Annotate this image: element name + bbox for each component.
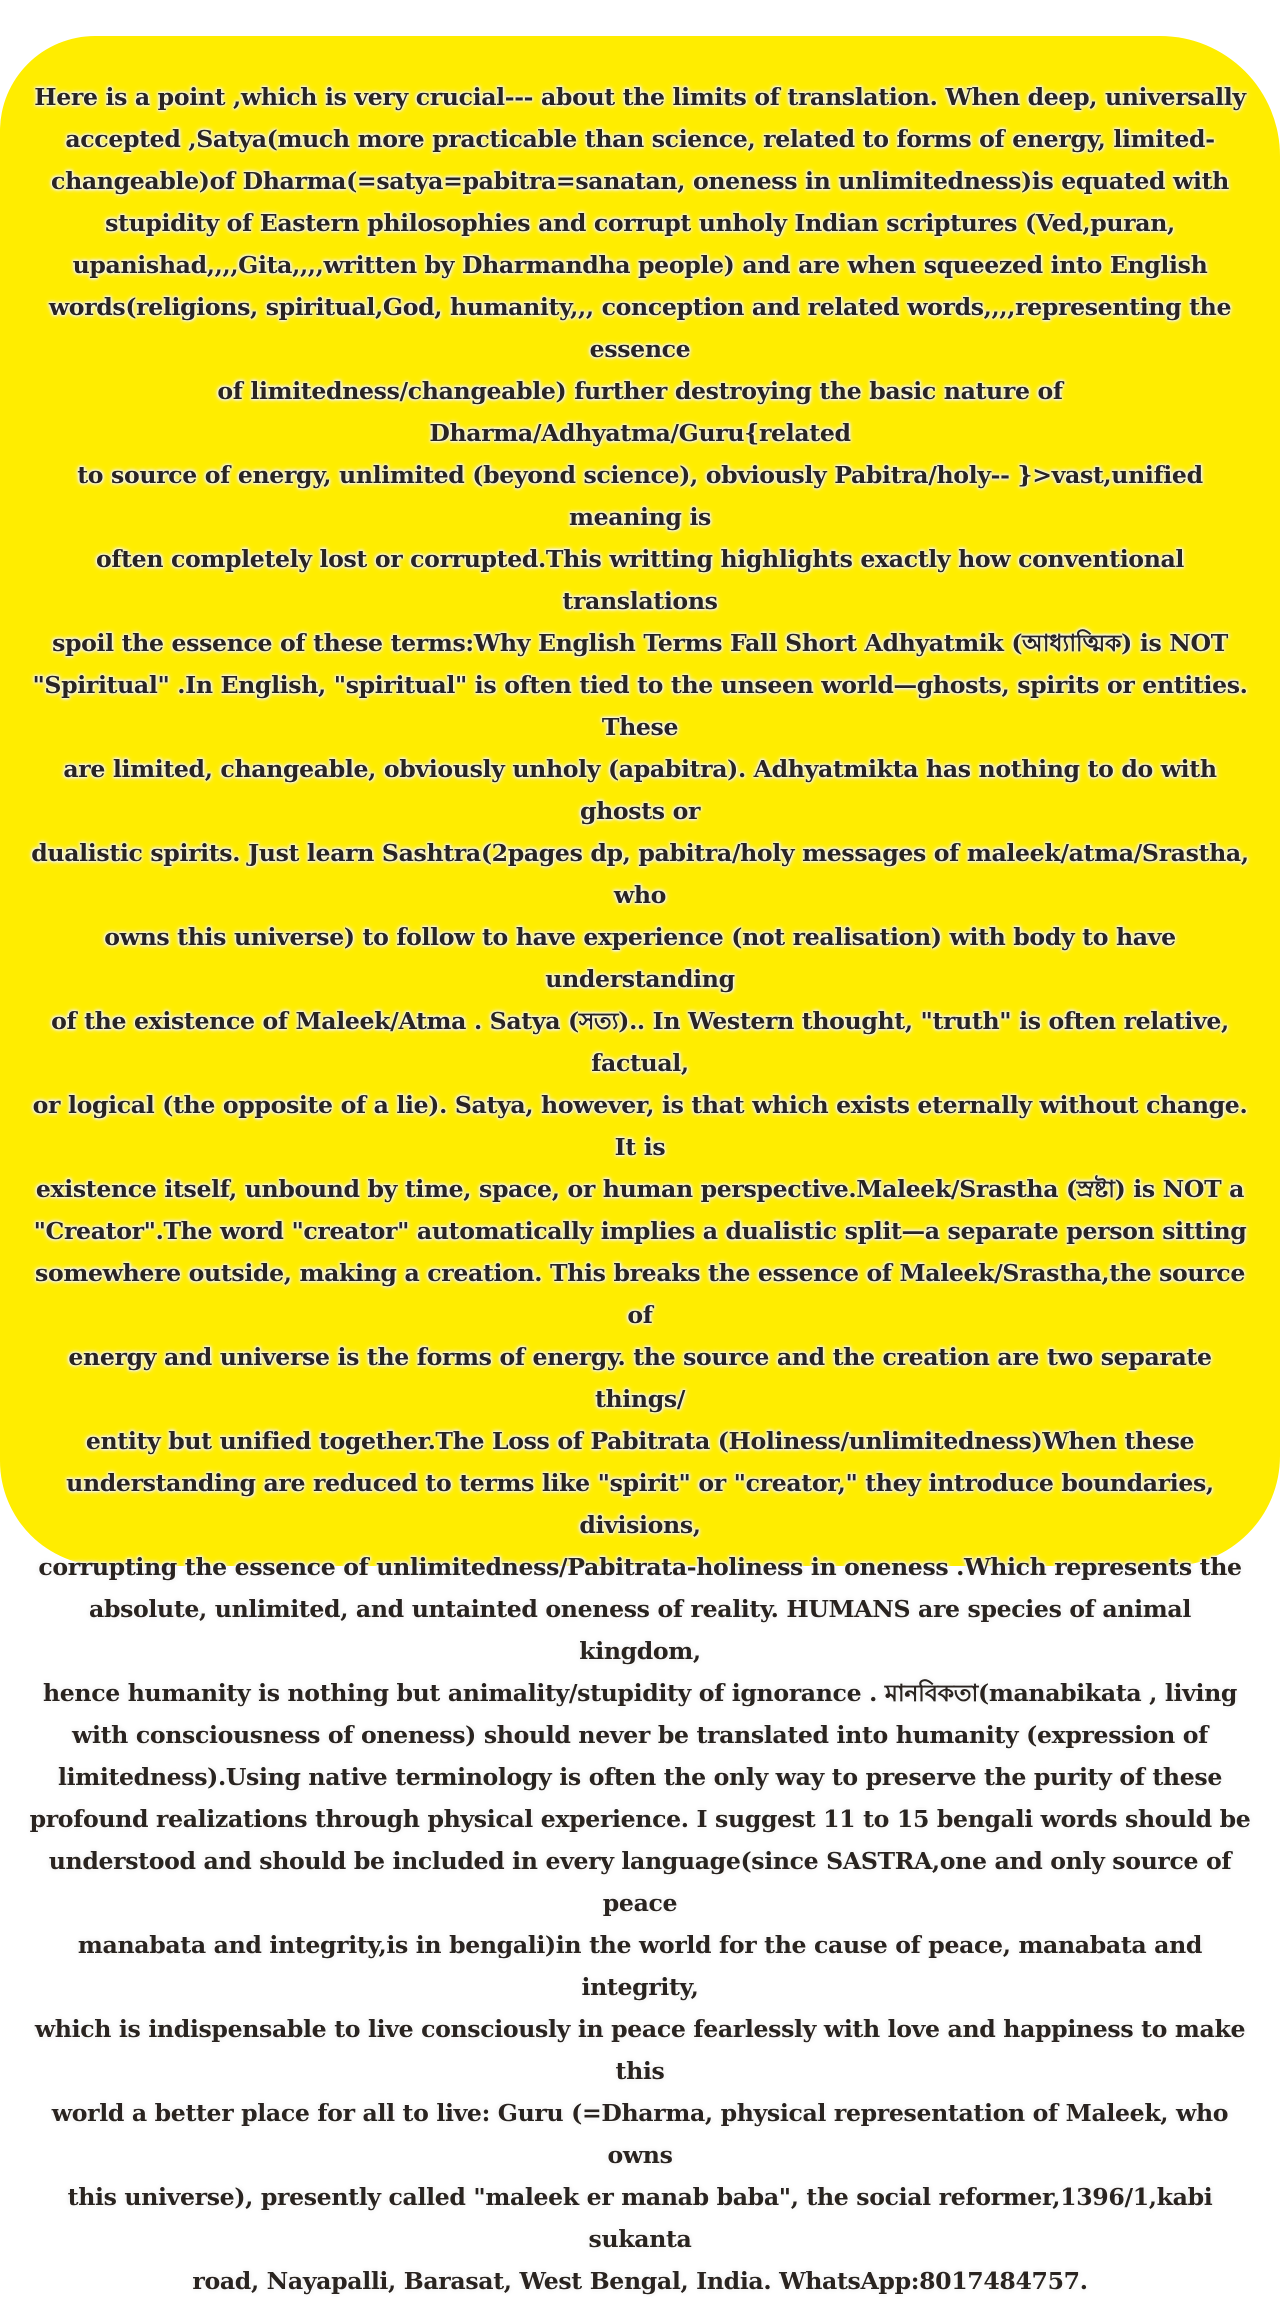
text-line: with consciousness of oneness) should never be translated into humanity (expression of xyxy=(72,1721,1208,1749)
text-line: dualistic spirits. Just learn Sashtra(2pages dp, pabitra/holy messages of maleek/atma/Srastha, who xyxy=(31,839,1249,909)
text-line: road, Nayapalli, Barasat, West Bengal, India. WhatsApp:8017484757. xyxy=(192,2267,1088,2295)
text-line: entity but unified together.The Loss of Pabitrata (Holiness/unlimitedness)When these xyxy=(85,1427,1195,1455)
text-card xyxy=(0,36,1280,2295)
text-line: manabata and integrity,is in bengali)in the world for the cause of peace, manabata and integrity, xyxy=(77,1931,1203,2001)
text-line: accepted ,Satya(much more practicable than science, related to forms of energy, limited- xyxy=(65,125,1215,153)
text-line: limitedness).Using native terminology is often the only way to preserve the purity of these xyxy=(58,1763,1222,1791)
text-line: corrupting the essence of unlimitedness/Pabitrata-holiness in oneness .Which represents the xyxy=(38,1553,1242,1581)
text-line: spoil the essence of these terms:Why English Terms Fall Short Adhyatmik (আধ্যাত্মিক) is NOT xyxy=(52,629,1228,657)
text-line: understanding are reduced to terms like "spirit" or "creator," they introduce boundaries, divisions, xyxy=(66,1469,1214,1539)
text-line: energy and universe is the forms of energy. the source and the creation are two separate things/ xyxy=(68,1343,1212,1413)
text-line: this universe), presently called "maleek er manab baba", the social reformer,1396/1,kabi sukanta xyxy=(67,2183,1213,2253)
text-line: upanishad,,,,Gita,,,,written by Dharmandha people) and are when squeezed into English xyxy=(72,251,1208,279)
text-line: words(religions, spiritual,God, humanity,,, conception and related words,,,,representing the essence xyxy=(48,293,1232,363)
text-line: somewhere outside, making a creation. This breaks the essence of Maleek/Srastha,the source of xyxy=(35,1259,1245,1329)
body-text xyxy=(26,76,1254,2302)
text-line: which is indispensable to live consciously in peace fearlessly with love and happiness to make this xyxy=(34,2015,1246,2085)
text-line: often completely lost or corrupted.This writting highlights exactly how conventional translations xyxy=(95,545,1185,615)
text-line: understood and should be included in every language(since SASTRA,one and only source of peace xyxy=(48,1847,1232,1917)
text-line: absolute, unlimited, and untainted oneness of reality. HUMANS are species of animal kingdom, xyxy=(89,1595,1191,1665)
text-line: hence humanity is nothing but animality/stupidity of ignorance . মানবিকতা(manabikata , living xyxy=(42,1679,1238,1707)
text-line: Here is a point ,which is very crucial--- about the limits of translation. When deep, universally xyxy=(34,83,1246,111)
text-line: of limitedness/changeable) further destroying the basic nature of Dharma/Adhyatma/Guru{related xyxy=(217,377,1063,447)
text-line: owns this universe) to follow to have experience (not realisation) with body to have understanding xyxy=(104,923,1176,993)
text-line: "Creator".The word "creator" automatically implies a dualistic split—a separate person sitting xyxy=(33,1217,1247,1245)
text-line: changeable)of Dharma(=satya=pabitra=sanatan, oneness in unlimitedness)is equated with xyxy=(51,167,1229,195)
text-line: profound realizations through physical experience. I suggest 11 to 15 bengali words should be xyxy=(29,1805,1251,1833)
text-line: to source of energy, unlimited (beyond science), obviously Pabitra/holy-- }>vast,unified meaning is xyxy=(77,461,1203,531)
text-line: existence itself, unbound by time, space, or human perspective.Maleek/Srastha (স্রষ্টা) is NOT a xyxy=(35,1175,1245,1203)
text-line: are limited, changeable, obviously unholy (apabitra). Adhyatmikta has nothing to do with ghosts or xyxy=(63,755,1217,825)
text-line: stupidity of Eastern philosophies and corrupt unholy Indian scriptures (Ved,puran, xyxy=(105,209,1175,237)
text-line: "Spiritual" .In English, "spiritual" is often tied to the unseen world—ghosts, spirits or entities. These xyxy=(32,671,1248,741)
text-line: or logical (the opposite of a lie). Satya, however, is that which exists eternally without change. It is xyxy=(32,1091,1248,1161)
text-line: of the existence of Maleek/Atma . Satya (সত্য).. In Western thought, "truth" is often relative, factual, xyxy=(51,1007,1229,1077)
text-line: world a better place for all to live: Guru (=Dharma, physical representation of Maleek, who owns xyxy=(51,2099,1229,2169)
